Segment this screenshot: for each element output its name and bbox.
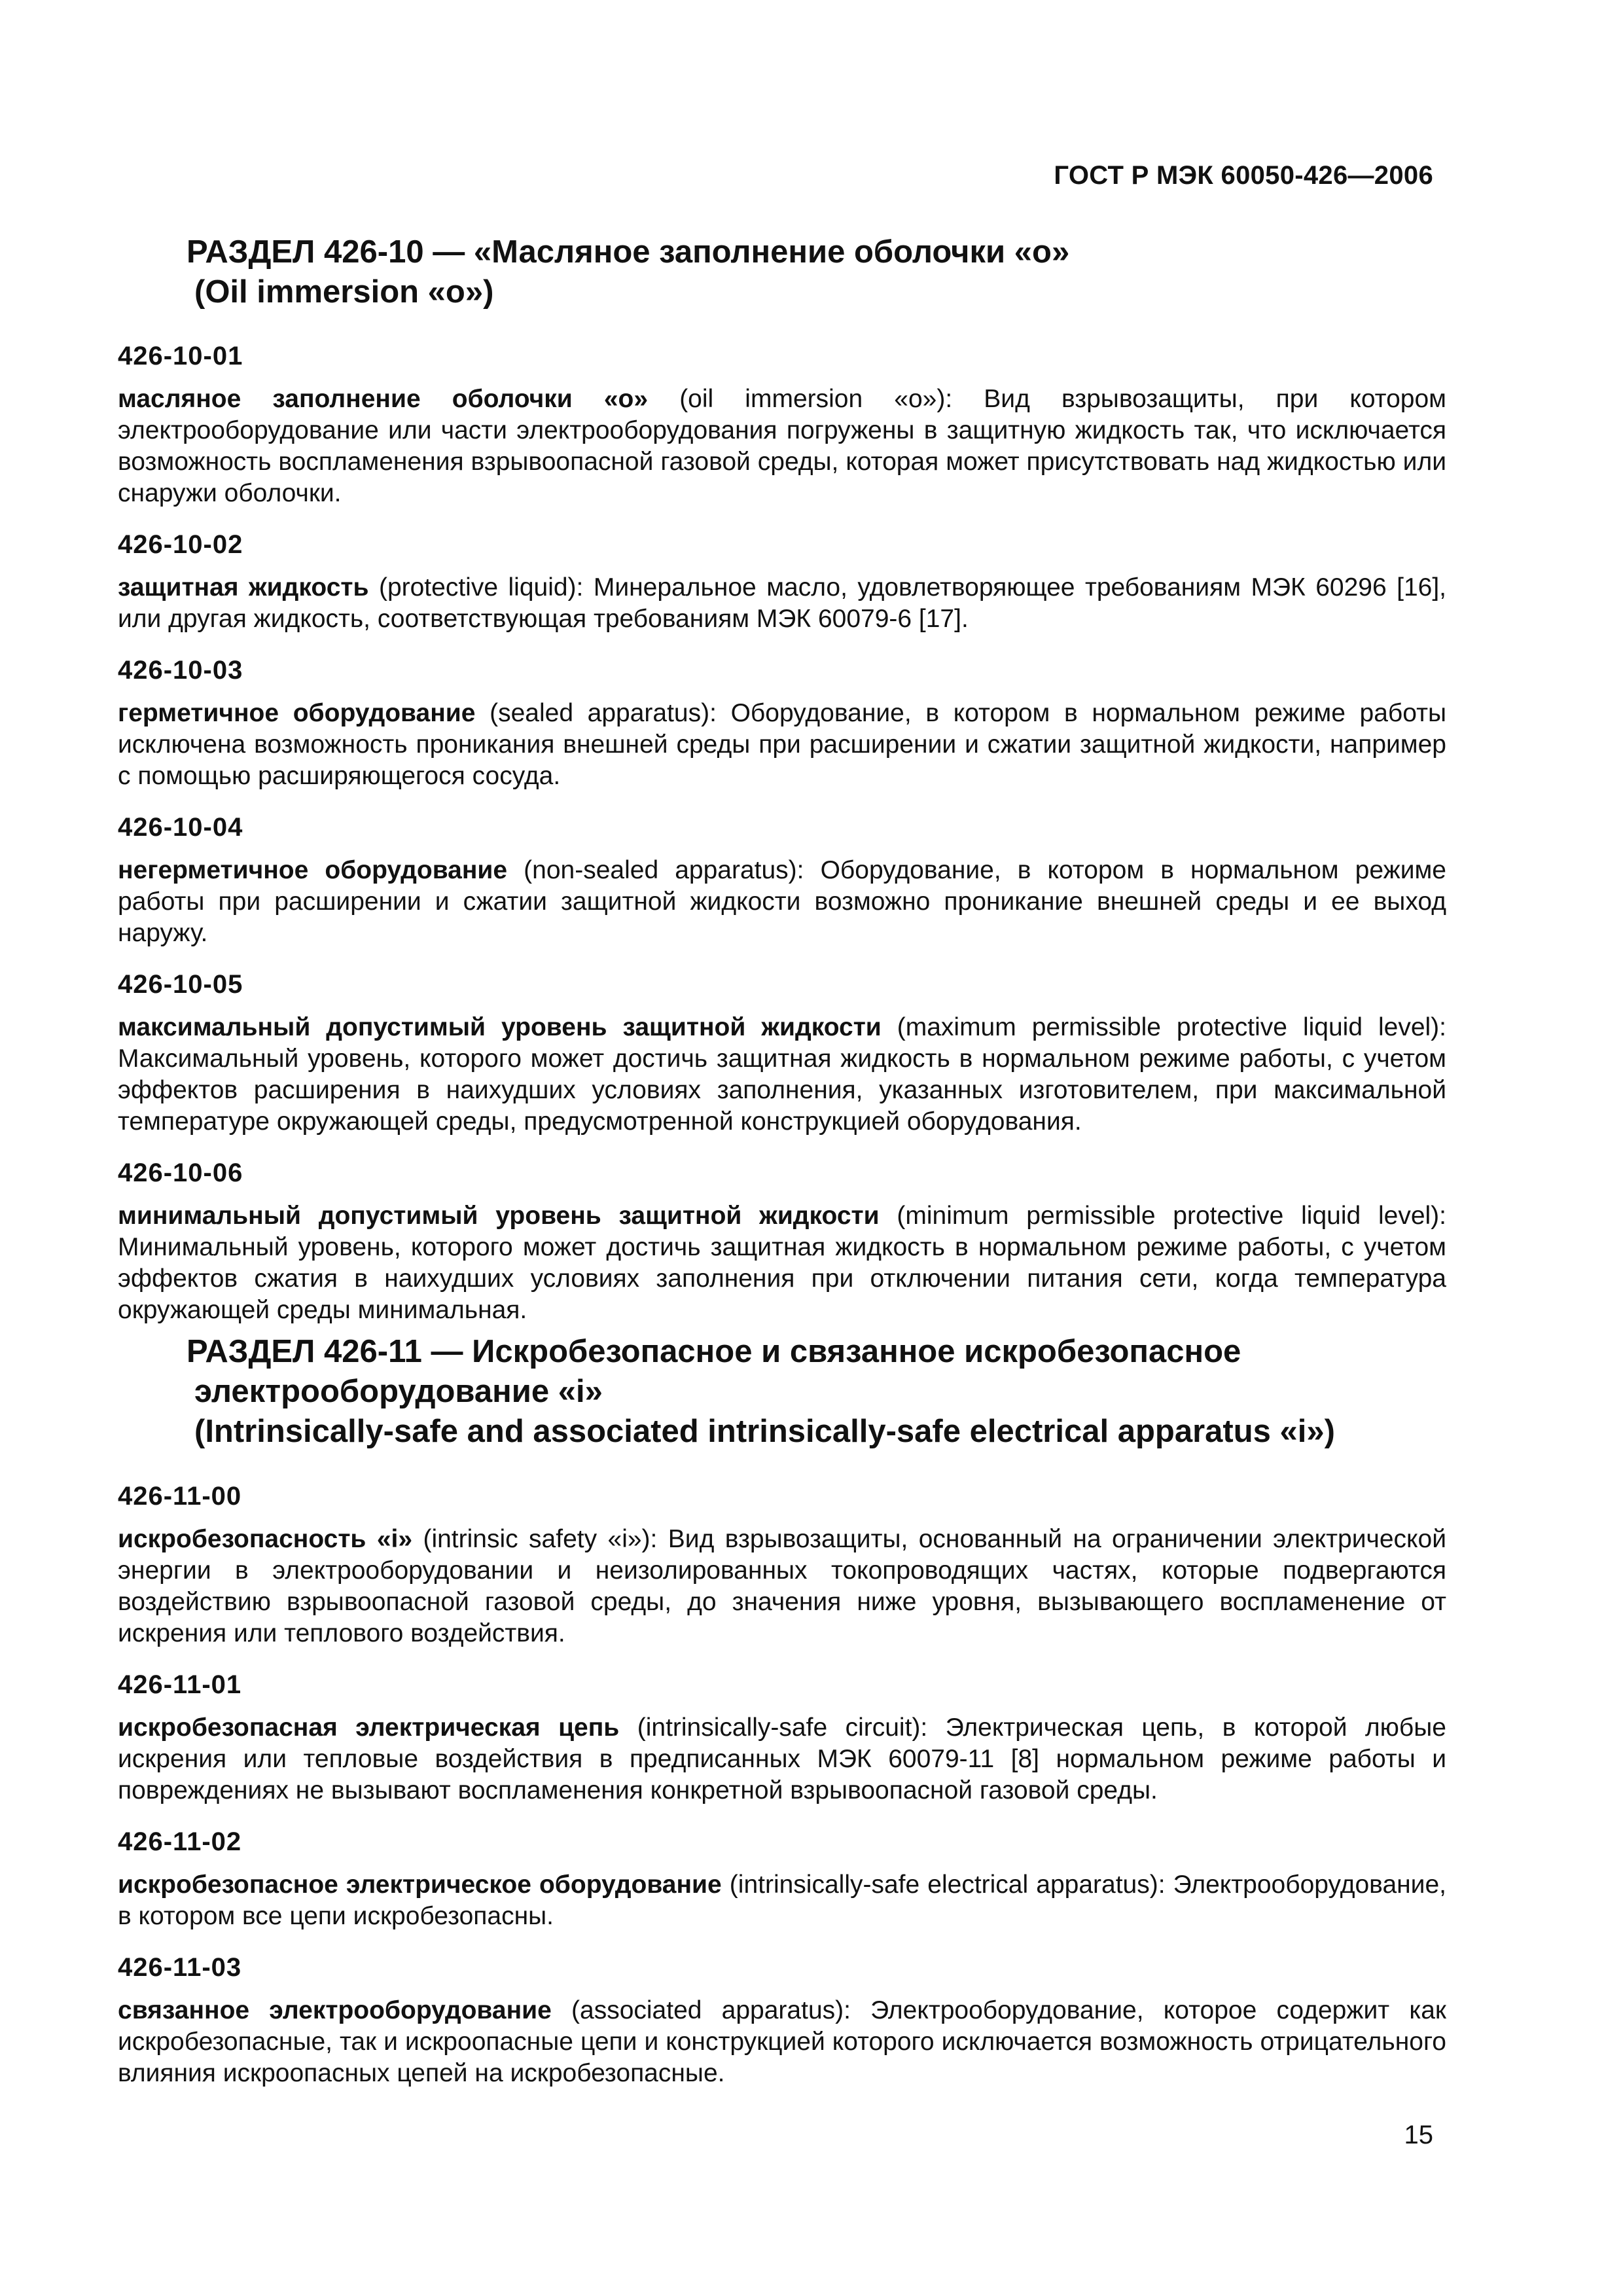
entry-body: (oil immersion «o»): Вид взрывозащиты, при котором электрооборудование или части электрооборудования погружены в защитную жидкость так, что исключается возможность воспламенения взрывоопасной газовой среды, которая может присутствовать над жидкостью или снаружи оболочки. [118, 385, 1446, 507]
entry-definition [118, 384, 1446, 509]
entry-body: (maximum permissible protective liquid level): Максимальный уровень, которого может достичь защитная жидкость в нормальном режиме работы, с учетом эффектов расширения в наихудших условиях заполнения, указанных изготовителем, при максимальной температуре окружающей среды, предусмотренной конструкцией оборудования. [118, 1013, 1447, 1136]
entry-term: защитная жидкость [118, 573, 369, 601]
entry-body: (protective liquid): Минеральное масло, удовлетворяющее требованиям МЭК 60296 [16], или другая жидкость, соответствующая требованиям МЭК 60079-6 [17]. [118, 573, 1447, 633]
entry-definition [118, 698, 1446, 792]
entry-number: 426-10-01 [118, 342, 243, 370]
entry-number: 426-10-03 [118, 656, 243, 685]
section-title-line: РАЗДЕЛ 426-11 — Искробезопасное и связанное искробезопасное [187, 1334, 1241, 1369]
term-entry [118, 812, 1446, 949]
entry-definition [118, 572, 1446, 635]
entry-number: 426-11-00 [118, 1482, 242, 1511]
entry-definition [118, 855, 1446, 949]
term-entry [118, 1480, 1446, 1649]
term-entry [118, 340, 1446, 509]
entry-term: максимальный допустимый уровень защитной жидкости [118, 1013, 882, 1041]
entry-body: (intrinsically-safe electrical apparatus): Электрооборудование, в котором все цепи искробезопасны. [118, 1871, 1446, 1930]
entry-body: (minimum permissible protective liquid level): Минимальный уровень, которого может достичь защитная жидкость в нормальном режиме работы, с учетом эффектов сжатия в наихудших условиях заполнения при отключении питания сети, когда температура окружающей среды минимальная. [118, 1202, 1446, 1324]
entry-body: (intrinsic safety «i»): Вид взрывозащиты, основанный на ограничении электрической энергии в электрооборудовании и неизолированных токопроводящих частях, которые подвергаются воздействию взрывоопасной газовой среды, до значения ниже уровня, вызывающего воспламенение от искрения или теплового воздействия. [118, 1525, 1446, 1647]
entry-number: 426-11-03 [118, 1953, 242, 1982]
entry-body: (non-sealed apparatus): Оборудование, в котором в нормальном режиме работы при расширении и сжатии защитной жидкости возможно проникание внешней среды и ее выход наружу. [118, 856, 1446, 947]
section-title-line: электрооборудование «i» [194, 1374, 603, 1409]
section-title-line: (Intrinsically-safe and associated intrinsically-safe electrical apparatus «i») [194, 1414, 1335, 1449]
term-entry [118, 1157, 1446, 1326]
entry-term: искробезопасная электрическая цепь [118, 1713, 620, 1742]
entry-definition [118, 1995, 1446, 2089]
section-title-426-10 [187, 232, 1430, 312]
entry-body: (sealed apparatus): Оборудование, в котором в нормальном режиме работы исключена возможность проникания внешней среды при расширении и сжатии защитной жидкости, например с помощью расширяющегося сосуда. [118, 699, 1446, 790]
term-entry [118, 655, 1446, 792]
section-title-line: РАЗДЕЛ 426-10 — «Масляное заполнение оболочки «о» [187, 234, 1070, 270]
entry-definition [118, 1524, 1446, 1649]
entry-number: 426-10-05 [118, 970, 243, 999]
entry-term: искробезопасное электрическое оборудование [118, 1871, 722, 1899]
entry-term: масляное заполнение оболочки «о» [118, 385, 649, 413]
section-426-10-entries [118, 340, 1446, 1326]
entry-body: (associated apparatus): Электрооборудование, которое содержит как искробезопасные, так и искроопасные цепи и конструкцией которого исключается возможность отрицательного влияния искроопасных цепей на искробезопасные. [118, 1996, 1446, 2087]
entry-definition [118, 1200, 1446, 1326]
term-entry [118, 969, 1446, 1138]
entry-number: 426-10-06 [118, 1158, 243, 1187]
entry-number: 426-10-04 [118, 813, 243, 842]
section-426-11-entries [118, 1480, 1446, 2089]
term-entry [118, 1826, 1446, 1932]
entry-number: 426-11-01 [118, 1670, 242, 1699]
entry-term: минимальный допустимый уровень защитной жидкости [118, 1202, 880, 1230]
term-entry [118, 1669, 1446, 1806]
entry-number: 426-11-02 [118, 1827, 242, 1856]
entry-term: негерметичное оборудование [118, 856, 508, 884]
entry-definition [118, 1012, 1446, 1138]
entry-number: 426-10-02 [118, 530, 243, 559]
section-title-line: (Oil immersion «o») [194, 274, 494, 310]
term-entry [118, 529, 1446, 635]
entry-body: (intrinsically-safe circuit): Электрическая цепь, в которой любые искрения или тепловые воздействия в предписанных МЭК 60079-11 [8] нормальном режиме работы и повреждениях не вызывают воспламенения конкретной взрывоопасной газовой среды. [118, 1713, 1446, 1804]
entry-term: связанное электрооборудование [118, 1996, 552, 2024]
entry-definition [118, 1869, 1446, 1932]
entry-term: искробезопасность «i» [118, 1525, 413, 1553]
entry-definition [118, 1712, 1446, 1806]
section-title-426-11 [187, 1332, 1430, 1452]
page-number: 15 [1404, 2121, 1433, 2149]
entry-term: герметичное оборудование [118, 699, 476, 727]
document-header: ГОСТ Р МЭК 60050-426—2006 [1054, 161, 1433, 190]
term-entry [118, 1952, 1446, 2089]
